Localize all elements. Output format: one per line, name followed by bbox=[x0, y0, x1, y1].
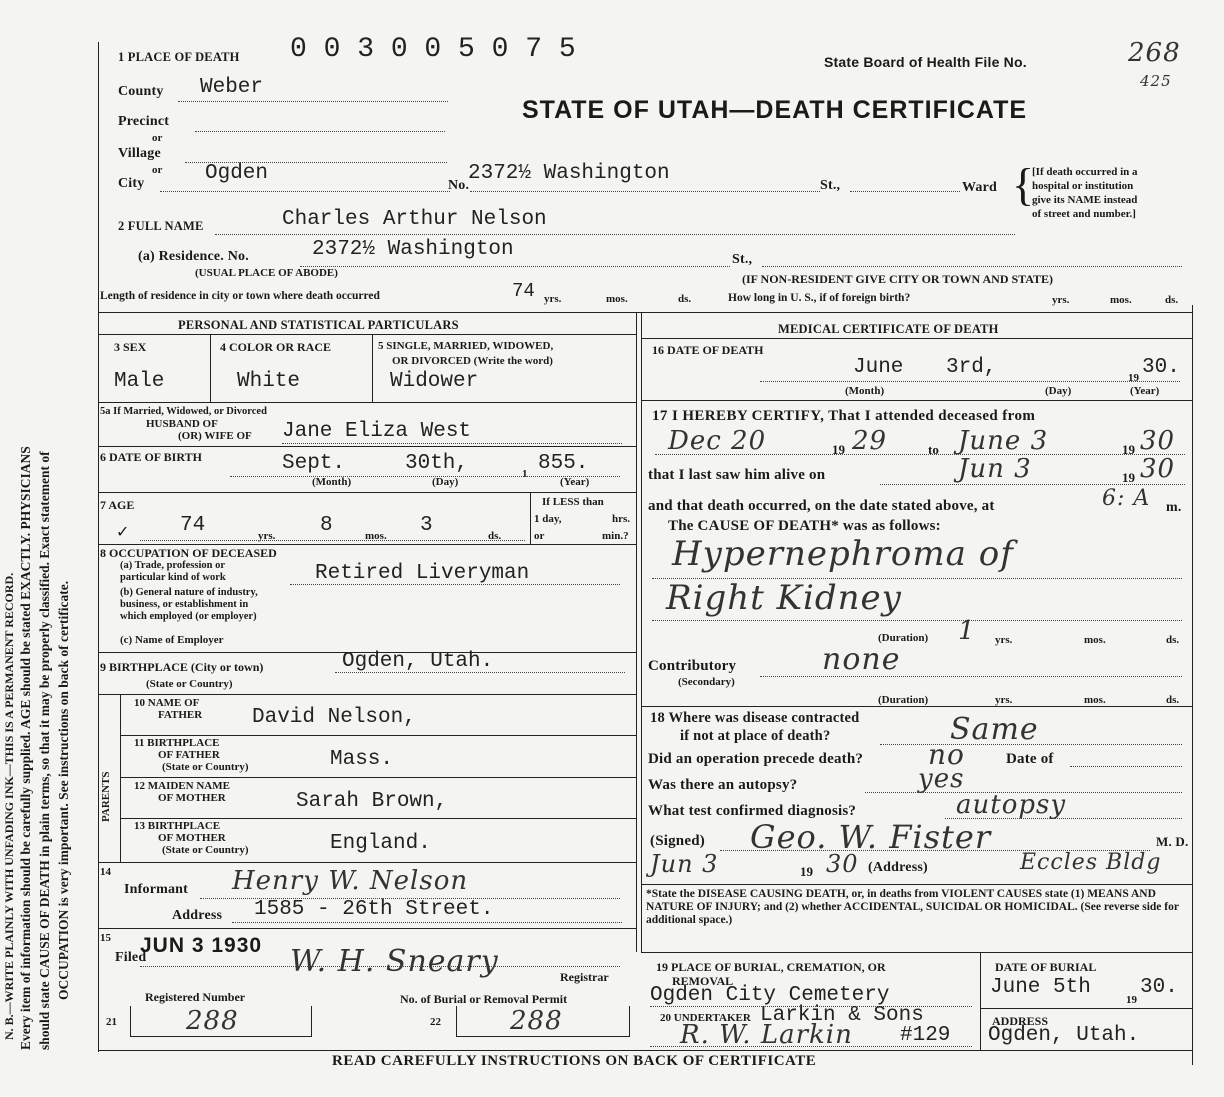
frame-top-rule bbox=[98, 312, 1192, 313]
nonres-line bbox=[762, 266, 1182, 267]
hospital-note-3: give its NAME instead bbox=[1032, 194, 1138, 206]
center-divider bbox=[636, 312, 637, 952]
abode-label: (USUAL PLACE OF ABODE) bbox=[195, 267, 338, 279]
spouse-label-1: 5a If Married, Widowed, or Divorced bbox=[100, 406, 267, 417]
burial-subdivider bbox=[980, 1008, 1192, 1009]
spouse-label-2: HUSBAND OF bbox=[146, 418, 218, 430]
or-1: or bbox=[152, 132, 163, 144]
contracted-line bbox=[880, 744, 1182, 745]
certificate-title: STATE OF UTAH—DEATH CERTIFICATE bbox=[522, 96, 1028, 124]
autopsy-label: Was there an autopsy? bbox=[648, 777, 798, 793]
street-no-label: No. bbox=[448, 178, 470, 193]
reg-number-label: Registered Number bbox=[145, 990, 246, 1004]
dob-month: Sept. bbox=[282, 452, 346, 475]
informant-number: 14 bbox=[100, 866, 111, 878]
burial-permit-value: 288 bbox=[510, 1006, 563, 1036]
personal-header: PERSONAL AND STATISTICAL PARTICULARS bbox=[178, 318, 459, 332]
contracted-label-1: 18 Where was disease contracted bbox=[650, 710, 860, 726]
less-than-hrs: hrs. bbox=[612, 513, 631, 525]
death-month: June bbox=[853, 356, 904, 379]
occupation-a-1: (a) Trade, profession or bbox=[120, 560, 225, 571]
age-mos-label: mos. bbox=[365, 530, 387, 542]
med-row-footnote bbox=[641, 884, 1192, 885]
med-row-header bbox=[641, 338, 1192, 339]
age-check: ✓ bbox=[116, 524, 130, 541]
death-day-cap: (Day) bbox=[1045, 385, 1072, 397]
burial-year: 30. bbox=[1140, 976, 1178, 999]
residence-st-label: St., bbox=[732, 252, 753, 267]
autopsy-value: yes bbox=[918, 764, 965, 794]
dob-year-cap: (Year) bbox=[560, 476, 590, 488]
last-saw-text: that I last saw him alive on bbox=[648, 467, 826, 483]
burial-date-label: DATE OF BURIAL bbox=[995, 960, 1097, 974]
sex-value: Male bbox=[114, 370, 165, 393]
death-time-m: m. bbox=[1166, 500, 1182, 515]
death-year-prefix: 19 bbox=[1128, 372, 1139, 384]
undertaker-label: 20 UNDERTAKER bbox=[660, 1012, 751, 1024]
side-note-1: N. B.—WRITE PLAINLY WITH UNFADING INK—THIS IS A PERMANENT RECORD. bbox=[2, 572, 16, 1040]
street-value: 2372½ Washington bbox=[468, 162, 670, 185]
filed-label: Filed bbox=[115, 950, 147, 965]
hospital-brace: { bbox=[1012, 159, 1035, 210]
secondary-label: (Secondary) bbox=[678, 676, 735, 688]
row-line-14 bbox=[98, 928, 636, 929]
mother-birthplace-value: England. bbox=[330, 832, 431, 855]
occurred-text: and that death occurred, on the date stated above, at bbox=[648, 498, 995, 514]
death-day: 3rd, bbox=[946, 356, 997, 379]
father-label-2: FATHER bbox=[158, 709, 203, 721]
file-number: 268 bbox=[1128, 38, 1181, 68]
md-label: M. D. bbox=[1156, 834, 1189, 849]
residence-line bbox=[300, 266, 730, 267]
death-date-label: 16 DATE OF DEATH bbox=[652, 343, 764, 357]
father-birthplace-label-1: 11 BIRTHPLACE bbox=[134, 737, 220, 749]
med-row-burial bbox=[641, 952, 1192, 953]
duration-label-2: (Duration) bbox=[878, 694, 929, 706]
mother-birthplace-label-1: 13 BIRTHPLACE bbox=[134, 820, 221, 832]
occupation-b-2: business, or establishment in bbox=[120, 599, 249, 610]
city-line bbox=[160, 191, 450, 192]
operation-label: Did an operation precede death? bbox=[648, 751, 864, 767]
burial-year-prefix: 19 bbox=[1126, 994, 1137, 1006]
occupation-line bbox=[290, 584, 620, 585]
age-yrs-label: yrs. bbox=[258, 530, 276, 542]
attended-to: June 3 bbox=[958, 426, 1049, 456]
registrar-signature: W. H. Sneary bbox=[290, 944, 499, 979]
ward-label: Ward bbox=[962, 180, 998, 195]
village-label: Village bbox=[118, 146, 161, 161]
death-date-line bbox=[760, 381, 1180, 382]
test-value: autopsy bbox=[956, 790, 1067, 820]
attended-to-label: to bbox=[928, 442, 939, 457]
row-line-11 bbox=[120, 777, 636, 778]
burial-permit-prefix: 22 bbox=[430, 1016, 441, 1028]
precinct-label: Precinct bbox=[118, 114, 170, 129]
city-label: City bbox=[118, 176, 145, 191]
full-name-line bbox=[215, 234, 1015, 235]
operation-value: no bbox=[928, 738, 965, 771]
informant-signature: Henry W. Nelson bbox=[232, 866, 469, 896]
full-name-label: 2 FULL NAME bbox=[118, 219, 204, 233]
med-row-18 bbox=[641, 706, 1192, 707]
father-birthplace-label-3: (State or Country) bbox=[162, 761, 249, 773]
duration-mos-label-2: mos. bbox=[1084, 694, 1106, 706]
marital-label-2: OR DIVORCED (Write the word) bbox=[392, 355, 553, 367]
birthplace-value: Ogden, Utah. bbox=[342, 650, 494, 673]
occupation-b-1: (b) General nature of industry, bbox=[120, 587, 258, 598]
age-line bbox=[140, 540, 525, 541]
less-than-label-2: 1 day, bbox=[534, 513, 562, 525]
row-line-header bbox=[98, 334, 636, 335]
nonres-label: (IF NON-RESIDENT GIVE CITY OR TOWN AND STATE) bbox=[742, 272, 1054, 286]
length-mos-label: mos. bbox=[606, 293, 628, 305]
color-label: 4 COLOR OR RACE bbox=[220, 340, 332, 354]
attended-to-19: 19 bbox=[1122, 442, 1135, 457]
file-number-secondary: 425 bbox=[1140, 72, 1172, 90]
street-st-label: St., bbox=[820, 178, 841, 193]
residence-label: (a) Residence. No. bbox=[138, 249, 249, 264]
length-yrs-label: yrs. bbox=[544, 293, 562, 305]
duration-ds-label: ds. bbox=[1166, 634, 1180, 646]
informant-label: Informant bbox=[124, 882, 189, 897]
physician-signature: Geo. W. Fister bbox=[750, 818, 992, 856]
sex-label: 3 SEX bbox=[114, 340, 147, 354]
spouse-value: Jane Eliza West bbox=[282, 420, 472, 443]
contracted-label-2: if not at place of death? bbox=[680, 728, 831, 744]
hospital-note-2: hospital or institution bbox=[1032, 180, 1134, 192]
color-value: White bbox=[237, 370, 301, 393]
death-year-cap: (Year) bbox=[1130, 385, 1160, 397]
undertaker-name: Larkin & Sons bbox=[760, 1004, 924, 1027]
burial-divider bbox=[980, 952, 981, 1050]
burial-label-2: REMOVAL bbox=[672, 974, 734, 988]
sex-divider bbox=[210, 334, 211, 402]
parents-label: PARENTS bbox=[100, 771, 112, 822]
birthplace-line bbox=[335, 672, 625, 673]
less-than-label-1: If LESS than bbox=[542, 496, 604, 508]
footer-instructions: READ CAREFULLY INSTRUCTIONS ON BACK OF CERTIFICATE bbox=[332, 1053, 817, 1069]
us-yrs-label: yrs. bbox=[1052, 294, 1070, 306]
age-divider bbox=[530, 492, 531, 544]
operation-date-line bbox=[1070, 766, 1182, 767]
occupation-a-2: particular kind of work bbox=[120, 572, 226, 583]
us-mos-label: mos. bbox=[1110, 294, 1132, 306]
spouse-line bbox=[282, 443, 622, 444]
frame-left bbox=[98, 42, 99, 1052]
reg-number-prefix: 21 bbox=[106, 1016, 117, 1028]
filed-date-stamp: JUN 3 1930 bbox=[140, 934, 263, 957]
certify-text: 17 I HEREBY CERTIFY, That I attended deceased from bbox=[652, 408, 1036, 424]
less-than-or: or bbox=[534, 530, 545, 542]
undertaker-address: Ogden, Utah. bbox=[988, 1024, 1140, 1047]
last-saw-date: Jun 3 bbox=[958, 454, 1032, 484]
signed-year: 30 bbox=[826, 850, 859, 878]
duration-ds-label-2: ds. bbox=[1166, 694, 1180, 706]
county-label: County bbox=[118, 84, 164, 99]
street-line bbox=[470, 191, 820, 192]
filed-line bbox=[140, 966, 620, 967]
operation-date-label: Date of bbox=[1006, 751, 1054, 767]
burial-place: Ogden City Cemetery bbox=[650, 984, 890, 1007]
informant-address: 1585 - 26th Street. bbox=[254, 898, 494, 921]
duration-label: (Duration) bbox=[878, 632, 929, 644]
attended-from-year: 29 bbox=[852, 426, 888, 456]
county-value: Weber bbox=[200, 76, 264, 99]
occupation-c: (c) Name of Employer bbox=[120, 634, 224, 646]
birthplace-label: 9 BIRTHPLACE (City or town) bbox=[100, 660, 264, 674]
dob-day-cap: (Day) bbox=[432, 476, 459, 488]
frame-right bbox=[1192, 305, 1193, 1065]
medical-header: MEDICAL CERTIFICATE OF DEATH bbox=[778, 322, 999, 336]
registrar-label: Registrar bbox=[560, 970, 609, 984]
mother-birthplace-label-3: (State or Country) bbox=[162, 844, 249, 856]
place-of-death-label: 1 PLACE OF DEATH bbox=[118, 50, 240, 64]
father-value: David Nelson, bbox=[252, 706, 416, 729]
residence-value: 2372½ Washington bbox=[312, 238, 514, 261]
color-divider bbox=[372, 334, 373, 402]
attended-from-19: 19 bbox=[832, 442, 845, 457]
attended-to-year: 30 bbox=[1140, 426, 1176, 456]
cause-line-2-rule bbox=[652, 620, 1182, 621]
side-note-2: Every item of information should be carefully supplied. AGE should be stated EXACTLY. PHYSICIANS bbox=[18, 446, 33, 1050]
side-note-4: OCCUPATION is very important. See instructions on back of certificate. bbox=[56, 580, 71, 1000]
row-line-3 bbox=[98, 402, 636, 403]
frame-bottom-rule bbox=[98, 1050, 1192, 1051]
occupation-value: Retired Liveryman bbox=[315, 562, 530, 585]
contracted-value: Same bbox=[950, 712, 1039, 747]
length-years: 74 bbox=[512, 280, 535, 302]
cause-line-1: Hypernephroma of bbox=[672, 534, 1014, 574]
mother-label-1: 12 MAIDEN NAME bbox=[134, 780, 230, 792]
less-than-min: min.? bbox=[602, 530, 629, 542]
informant-address-line bbox=[232, 922, 622, 923]
precinct-line bbox=[195, 131, 445, 132]
signed-address: Eccles Bldg bbox=[1020, 850, 1162, 875]
last-saw-year: 30 bbox=[1140, 454, 1176, 484]
dob-month-cap: (Month) bbox=[312, 476, 352, 488]
duration-years: 1 bbox=[958, 616, 976, 646]
us-ds-label: ds. bbox=[1165, 294, 1179, 306]
footnote-text: *State the DISEASE CAUSING DEATH, or, in deaths from VIOLENT CAUSES state (1) MEANS AND NATURE OF INJURY; and (2) whether ACCIDENTAL, SUICIDAL OR HOMICIDAL. (See reverse side for additional space.) bbox=[646, 888, 1179, 926]
undertaker-signature: R. W. Larkin bbox=[680, 1020, 853, 1050]
city-value: Ogden bbox=[205, 162, 269, 185]
dob-year-prefix: 1 bbox=[522, 468, 528, 480]
father-birthplace-label-2: OF FATHER bbox=[158, 749, 220, 761]
ward-line bbox=[850, 191, 960, 192]
dob-day: 30th, bbox=[405, 452, 469, 475]
contributory-value: none bbox=[822, 642, 901, 677]
row-line-13 bbox=[98, 862, 636, 863]
cause-label: The CAUSE OF DEATH* was as follows: bbox=[668, 518, 941, 534]
burial-date: June 5th bbox=[990, 976, 1091, 999]
last-saw-19: 19 bbox=[1122, 470, 1135, 485]
row-line-6 bbox=[98, 492, 636, 493]
length-label: Length of residence in city or town where death occurred bbox=[100, 290, 380, 302]
row-line-10 bbox=[120, 735, 636, 736]
duration-mos-label: mos. bbox=[1084, 634, 1106, 646]
duration-yrs-label-2: yrs. bbox=[995, 694, 1013, 706]
center-divider-2 bbox=[641, 312, 642, 952]
side-note-3: should state CAUSE OF DEATH in plain terms, so that it may be properly classified. Exact statement of bbox=[37, 451, 52, 1050]
hospital-note-1: [If death occurred in a bbox=[1032, 166, 1138, 178]
test-label: What test confirmed diagnosis? bbox=[648, 803, 857, 819]
death-month-cap: (Month) bbox=[845, 385, 885, 397]
undertaker-line bbox=[650, 1046, 972, 1047]
signed-date: Jun 3 bbox=[650, 850, 719, 878]
row-line-7 bbox=[98, 544, 636, 545]
row-line-12 bbox=[120, 818, 636, 819]
mother-value: Sarah Brown, bbox=[296, 790, 448, 813]
last-saw-line bbox=[880, 484, 1185, 485]
age-label: 7 AGE bbox=[100, 498, 135, 512]
full-name-value: Charles Arthur Nelson bbox=[282, 208, 547, 231]
contributory-label: Contributory bbox=[648, 658, 737, 674]
marital-value: Widower bbox=[390, 370, 479, 393]
signed-address-label: (Address) bbox=[868, 860, 928, 875]
father-label-1: 10 NAME OF bbox=[134, 697, 200, 709]
or-2: or bbox=[152, 164, 163, 176]
informant-address-label: Address bbox=[172, 908, 223, 923]
parents-divider bbox=[120, 694, 121, 862]
cause-line-2: Right Kidney bbox=[666, 578, 902, 618]
duration-yrs-label: yrs. bbox=[995, 634, 1013, 646]
occupation-label: 8 OCCUPATION OF DECEASED bbox=[100, 546, 277, 560]
age-years: 74 bbox=[180, 514, 206, 537]
attended-line bbox=[655, 454, 1185, 455]
med-row-16 bbox=[641, 400, 1192, 401]
file-number-label: State Board of Health File No. bbox=[824, 54, 1027, 70]
reg-number-value: 288 bbox=[186, 1006, 239, 1036]
filed-number: 15 bbox=[100, 932, 111, 944]
dob-label: 6 DATE OF BIRTH bbox=[100, 450, 202, 464]
attended-from: Dec 20 bbox=[668, 426, 767, 456]
marital-label-1: 5 SINGLE, MARRIED, WIDOWED, bbox=[378, 340, 554, 352]
county-line bbox=[178, 101, 448, 102]
death-time: 6: A bbox=[1102, 486, 1151, 511]
birthplace-state-label: (State or Country) bbox=[146, 678, 233, 690]
row-line-9 bbox=[98, 694, 636, 695]
us-label: How long in U. S., if of foreign birth? bbox=[728, 292, 911, 304]
spouse-label-3: (OR) WIFE OF bbox=[178, 430, 252, 442]
serial-number: 0 0 3 0 0 5 0 7 5 bbox=[290, 34, 576, 65]
row-line-5a bbox=[98, 446, 636, 447]
mother-label-2: OF MOTHER bbox=[158, 792, 226, 804]
length-ds-label: ds. bbox=[678, 293, 692, 305]
burial-permit-label: No. of Burial or Removal Permit bbox=[400, 992, 568, 1006]
undertaker-number: #129 bbox=[900, 1024, 951, 1047]
undertaker-address-label: ADDRESS bbox=[992, 1014, 1049, 1028]
death-year: 30. bbox=[1142, 356, 1180, 379]
age-ds-label: ds. bbox=[488, 530, 502, 542]
occupation-b-3: which employed (or employer) bbox=[120, 611, 257, 622]
hospital-note-4: of street and number.] bbox=[1032, 208, 1136, 220]
age-days: 3 bbox=[420, 514, 433, 537]
contributory-line bbox=[760, 676, 1182, 677]
signed-label: (Signed) bbox=[650, 833, 705, 849]
father-birthplace-value: Mass. bbox=[330, 748, 394, 771]
age-months: 8 bbox=[320, 514, 333, 537]
dob-year: 855. bbox=[538, 452, 589, 475]
signed-19: 19 bbox=[800, 864, 813, 879]
burial-label-1: 19 PLACE OF BURIAL, CREMATION, OR bbox=[656, 960, 886, 974]
mother-birthplace-label-2: OF MOTHER bbox=[158, 832, 226, 844]
